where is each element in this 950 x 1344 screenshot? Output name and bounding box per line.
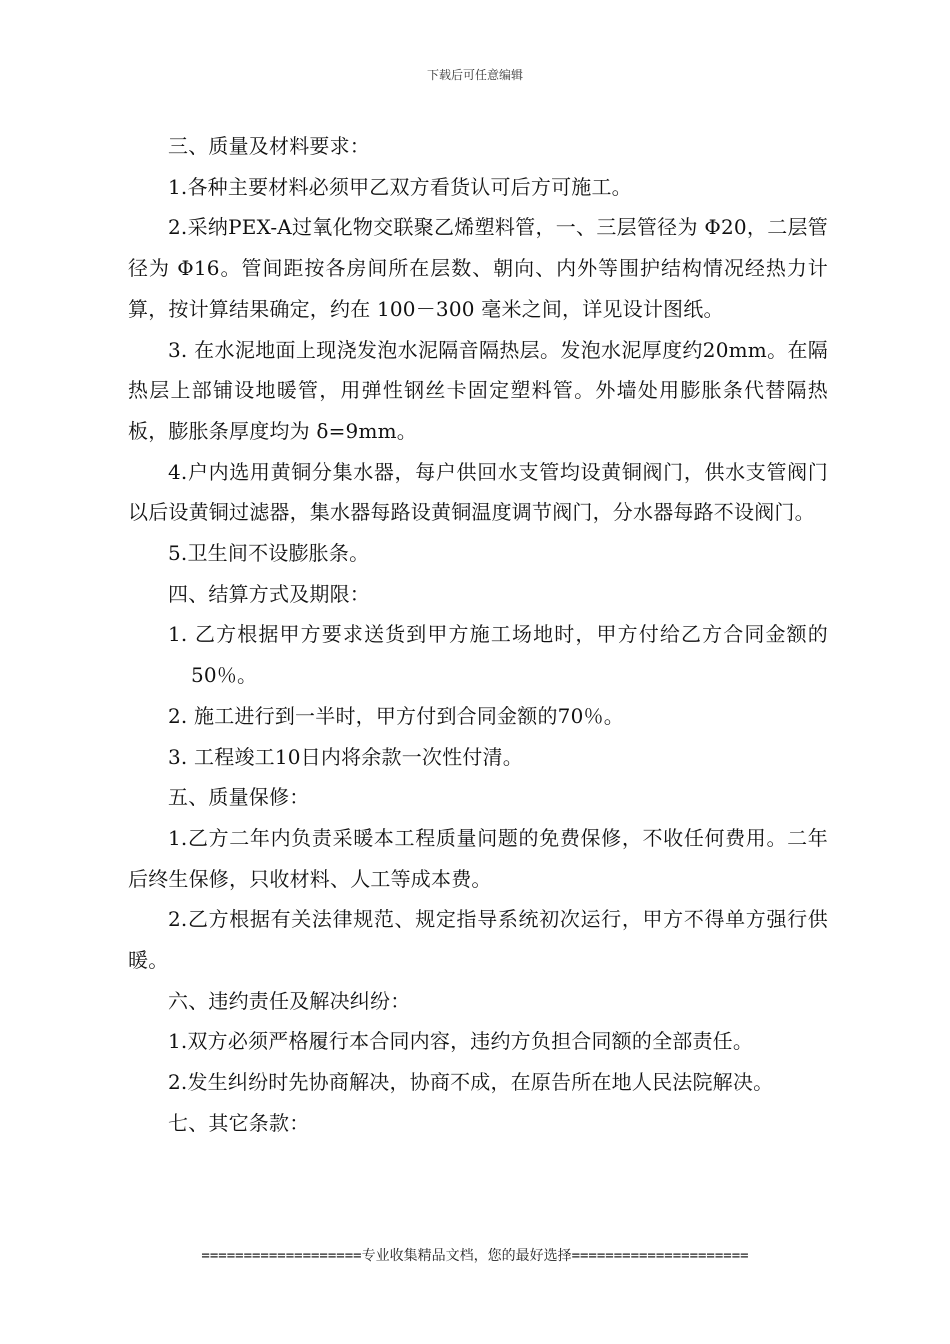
section-4-item-2: 2. 施工进行到一半时，甲方付到合同金额的70％。 bbox=[168, 703, 624, 728]
section-5-clause-1: 1.乙方二年内负责采暖本工程质量问题的免费保修，不收任何费用。二年后终生保修，只收材料、人工等成本费。 bbox=[128, 825, 828, 891]
page-header-note: 下载后可任意编辑 bbox=[426, 68, 523, 82]
section-4-item-1: 1. 乙方根据甲方要求送货到甲方施工场地时，甲方付给乙方合同金额的50％。 bbox=[168, 622, 828, 688]
section-3-clause-5: 5.卫生间不设膨胀条。 bbox=[168, 541, 370, 566]
section-4-item-3: 3. 工程竣工10日内将余款一次性付清。 bbox=[168, 744, 523, 769]
section-3-clause-4: 4.户内选用黄铜分集水器，每户供回水支管均设黄铜阀门，供水支管阀门以后设黄铜过滤器，集水器每路设黄铜温度调节阀门，分水器每路不设阀门。 bbox=[128, 459, 828, 525]
section-6-clause-1: 1.双方必须严格履行本合同内容，违约方负担合同额的全部责任。 bbox=[168, 1029, 754, 1054]
section-5-title: 五、质量保修： bbox=[168, 785, 310, 810]
section-4-title: 四、结算方式及期限： bbox=[168, 581, 370, 606]
section-7-title: 七、其它条款： bbox=[168, 1110, 310, 1135]
page-footer-note: ===================专业收集精品文档，您的最好选择===================== bbox=[201, 1248, 749, 1264]
section-6-clause-2: 2.发生纠纷时先协商解决，协商不成，在原告所在地人民法院解决。 bbox=[168, 1070, 774, 1095]
document-body bbox=[128, 126, 828, 1144]
section-3-clause-3: 3. 在水泥地面上现浇发泡水泥隔音隔热层。发泡水泥厚度约20mm。在隔热层上部铺设地暖管，用弹性钢丝卡固定塑料管。外墙处用膨胀条代替隔热板，膨胀条厚度均为 δ=9mm。 bbox=[128, 337, 828, 443]
section-6-title: 六、违约责任及解决纠纷： bbox=[168, 988, 411, 1013]
section-3-clause-1: 1.各种主要材料必须甲乙双方看货认可后方可施工。 bbox=[168, 174, 632, 199]
section-3-clause-2: 2.采纳PEX-A过氧化物交联聚乙烯塑料管，一、三层管径为 Φ20，二层管径为 Φ16。管间距按各房间所在层数、朝向、内外等围护结构情况经热力计算，按计算结果确定，约在 100－300 毫米之间，详见设计图纸。 bbox=[128, 215, 828, 321]
section-3-title: 三、质量及材料要求： bbox=[168, 134, 370, 158]
section-5-clause-2: 2.乙方根据有关法律规范、规定指导系统初次运行，甲方不得单方强行供暖。 bbox=[128, 907, 828, 973]
